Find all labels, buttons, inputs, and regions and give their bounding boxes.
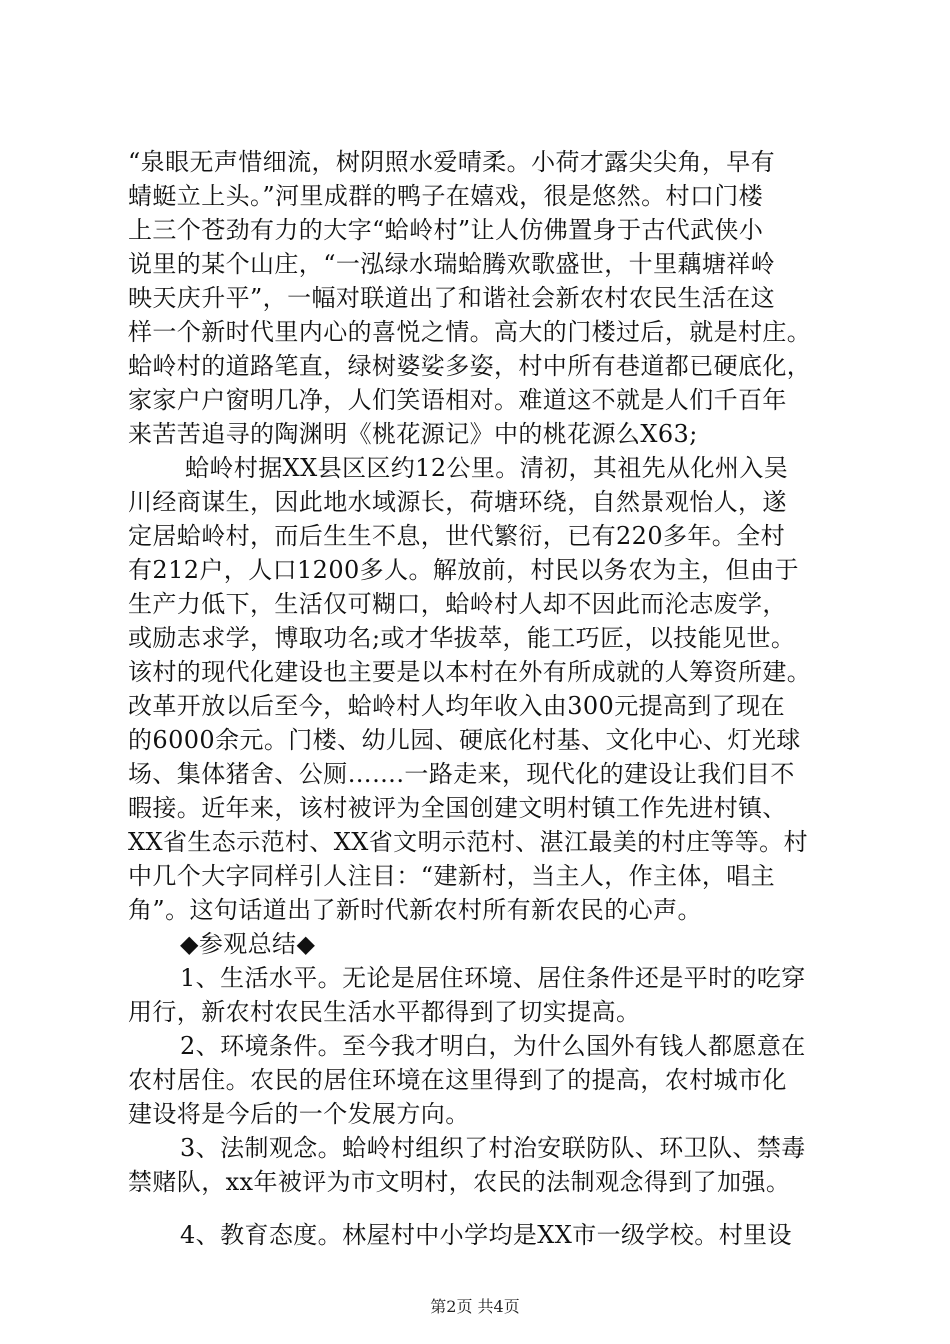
text-line: ◆参观总结◆ <box>180 930 316 958</box>
page-footer: 第2页 共4页 <box>430 1297 520 1316</box>
text-line: 家家户户窗明几净，人们笑语相对。难道这不就是人们千百年 <box>128 386 787 414</box>
text-line: 农村居住。农民的居住环境在这里得到了的提高，农村城市化 <box>128 1066 787 1094</box>
text-line: 蛤岭村据XX县区区约12公里。清初，其祖先从化州入吴 <box>185 454 789 482</box>
text-line: 蜻蜓立上头。”河里成群的鸭子在嬉戏，很是悠然。村口门楼 <box>128 182 764 210</box>
text-line: XX省生态示范村、XX省文明示范村、湛江最美的村庄等等。村 <box>128 828 808 856</box>
text-line: 映天庆升平”，一幅对联道出了和谐社会新农村农民生活在这 <box>128 284 776 312</box>
text-line: 来苦苦追寻的陶渊明《桃花源记》中的桃花源么X63; <box>128 420 698 448</box>
text-line: 2、环境条件。至今我才明白，为什么国外有钱人都愿意在 <box>180 1032 806 1060</box>
text-line: 禁赌队，xx年被评为市文明村，农民的法制观念得到了加强。 <box>128 1168 791 1196</box>
text-line: 中几个大字同样引人注目：“建新村，当主人，作主体，唱主 <box>128 862 776 890</box>
text-line: 该村的现代化建设也主要是以本村在外有所成就的人筹资所建。 <box>128 658 812 686</box>
text-line: 用行，新农村农民生活水平都得到了切实提高。 <box>128 998 641 1026</box>
text-line: 3、法制观念。蛤岭村组织了村治安联防队、环卫队、禁毒 <box>180 1134 806 1162</box>
text-line: 4、教育态度。林屋村中小学均是XX市一级学校。村里设 <box>180 1221 792 1249</box>
text-line: 或励志求学，博取功名;或才华拔萃，能工巧匠，以技能见世。 <box>128 624 796 652</box>
text-line: 生产力低下，生活仅可糊口，蛤岭村人却不因此而沦志废学， <box>128 590 787 618</box>
text-line: 定居蛤岭村，而后生生不息，世代繁衍，已有220多年。全村 <box>128 522 786 550</box>
text-line: 场、集体猪舍、公厕…….一路走来，现代化的建设让我们目不 <box>128 760 795 788</box>
text-line: 样一个新时代里内心的喜悦之情。高大的门楼过后，就是村庄。 <box>128 318 812 346</box>
text-line: 上三个苍劲有力的大字“蛤岭村”让人仿佛置身于古代武侠小 <box>128 216 764 244</box>
text-line: 建设将是今后的一个发展方向。 <box>128 1100 470 1128</box>
text-line: 川经商谋生，因此地水域源长，荷塘环绕，自然景观怡人，遂 <box>128 488 787 516</box>
text-line: 角”。这句话道出了新时代新农村所有新农民的心声。 <box>128 896 702 924</box>
text-line: 有212户，人口1200多人。解放前，村民以务农为主，但由于 <box>128 556 799 584</box>
text-line: 暇接。近年来，该村被评为全国创建文明村镇工作先进村镇、 <box>128 794 787 822</box>
text-line: 蛤岭村的道路笔直，绿树婆娑多姿，村中所有巷道都已硬底化， <box>128 352 812 380</box>
text-line: “泉眼无声惜细流，树阴照水爱晴柔。小荷才露尖尖角，早有 <box>128 148 776 176</box>
text-line: 说里的某个山庄，“一泓绿水瑞蛤腾欢歌盛世，十里藕塘祥岭 <box>128 250 776 278</box>
text-line: 1、生活水平。无论是居住环境、居住条件还是平时的吃穿 <box>180 964 806 992</box>
text-line: 的6000余元。门楼、幼儿园、硬底化村基、文化中心、灯光球 <box>128 726 801 754</box>
text-line: 改革开放以后至今，蛤岭村人均年收入由300元提高到了现在 <box>128 692 786 720</box>
